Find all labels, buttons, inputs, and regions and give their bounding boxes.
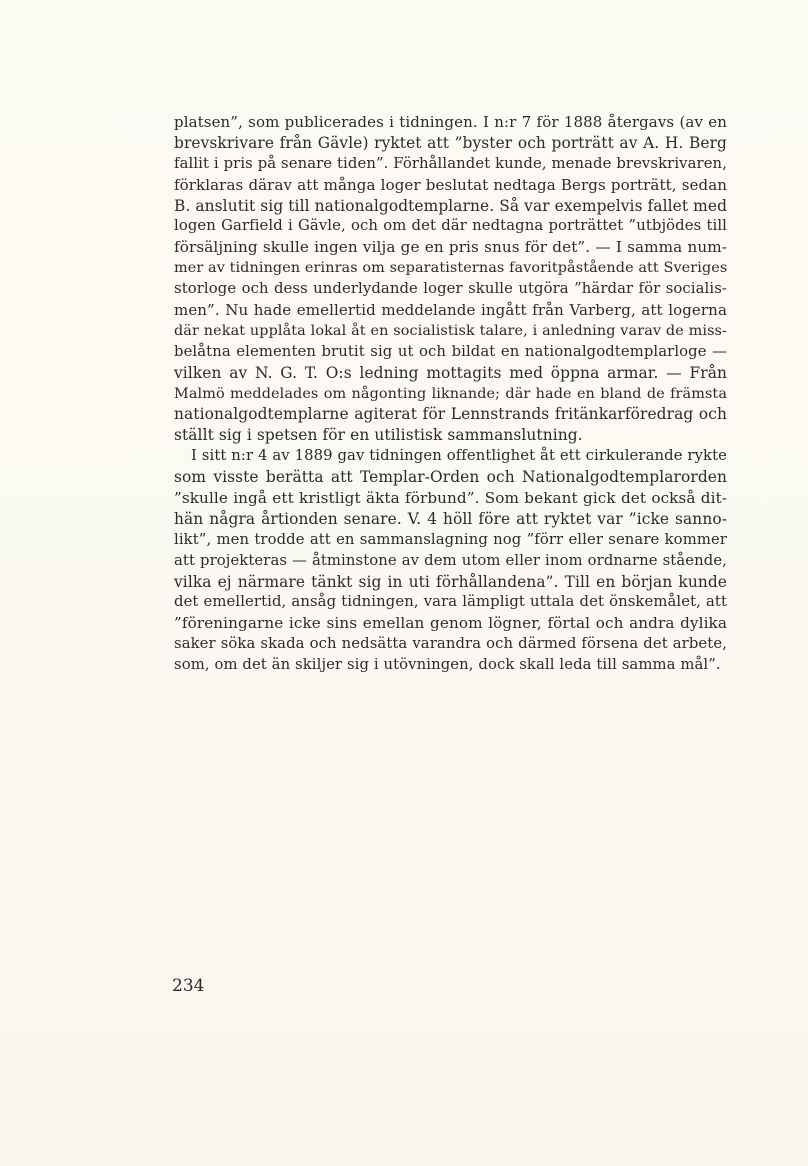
text-line: men”. Nu hade emellertid meddelande ingått från Varberg, att logerna (174, 301, 727, 320)
page-number: 234 (172, 976, 205, 996)
text-line: nationalgodtemplarne agiterat för Lennstrands fritänkarföredrag och (174, 405, 727, 424)
paragraph (174, 446, 727, 676)
text-line: ”föreningarne icke sins emellan genom lögner, förtal och andra dylika (174, 614, 727, 633)
text-line: ställt sig i spetsen för en utilistisk sammanslutning. (174, 426, 583, 445)
text-line: platsen”, som publicerades i tidningen. I n:r 7 för 1888 återgavs (av en (174, 113, 727, 131)
text-line: som, om det än skiljer sig i utövningen, dock skall leda till samma mål”. (174, 656, 721, 674)
text-line: saker söka skada och nedsätta varandra och därmed försena det arbete, (174, 635, 727, 653)
text-line: brevskrivare från Gävle) ryktet att ”byster och porträtt av A. H. Berg (174, 133, 727, 152)
text-line: fallit i pris på senare tiden”. Förhållandet kunde, menade brevskrivaren, (174, 154, 727, 172)
text-line: att projekteras — åtminstone av dem utom eller inom ordnarne stående, (174, 551, 727, 569)
text-line: där nekat upplåta lokal åt en socialistisk talare, i anledning varav de miss- (174, 322, 727, 339)
body-text (174, 112, 727, 676)
text-line: belåtna elementen brutit sig ut och bildat en nationalgodtemplarloge — (174, 342, 727, 360)
text-line: Malmö meddelades om någonting liknande; där hade en bland de främsta (174, 385, 727, 402)
text-line: I sitt n:r 4 av 1889 gav tidningen offentlighet åt ett cirkulerande rykte (191, 447, 727, 465)
text-line: som visste berätta att Templar-Orden och Nationalgodtemplarorden (174, 468, 727, 487)
text-line: logen Garfield i Gävle, och om det där nedtagna porträttet ”utbjödes till (174, 217, 727, 235)
text-line: försäljning skulle ingen vilja ge en pris snus för det”. — I samma num- (174, 238, 727, 257)
text-line: vilken av N. G. T. O:s ledning mottagits med öppna armar. — Från (174, 363, 727, 382)
text-line: hän några årtionden senare. V. 4 höll före att ryktet var ”icke sanno- (174, 509, 727, 528)
text-line: vilka ej närmare tänkt sig in uti förhållandena”. Till en början kunde (174, 572, 727, 591)
text-line: storloge och dess underlydande loger skulle utgöra ”härdar för socialis- (174, 280, 727, 298)
text-line: det emellertid, ansåg tidningen, vara lämpligt uttala det önskemålet, att (174, 593, 727, 611)
text-line: likt”, men trodde att en sammanslagning nog ”förr eller senare kommer (174, 530, 727, 548)
text-line: B. anslutit sig till nationalgodtemplarne. Så var exempelvis fallet med (174, 196, 728, 215)
text-line: ”skulle ingå ett kristligt äkta förbund”. Som bekant gick det också dit- (174, 489, 727, 508)
text-line: mer av tidningen erinras om separatisternas favoritpåstående att Sveriges (174, 260, 728, 277)
text-line: förklaras därav att många loger beslutat nedtaga Bergs porträtt, sedan (174, 175, 727, 194)
paragraph (174, 112, 727, 446)
